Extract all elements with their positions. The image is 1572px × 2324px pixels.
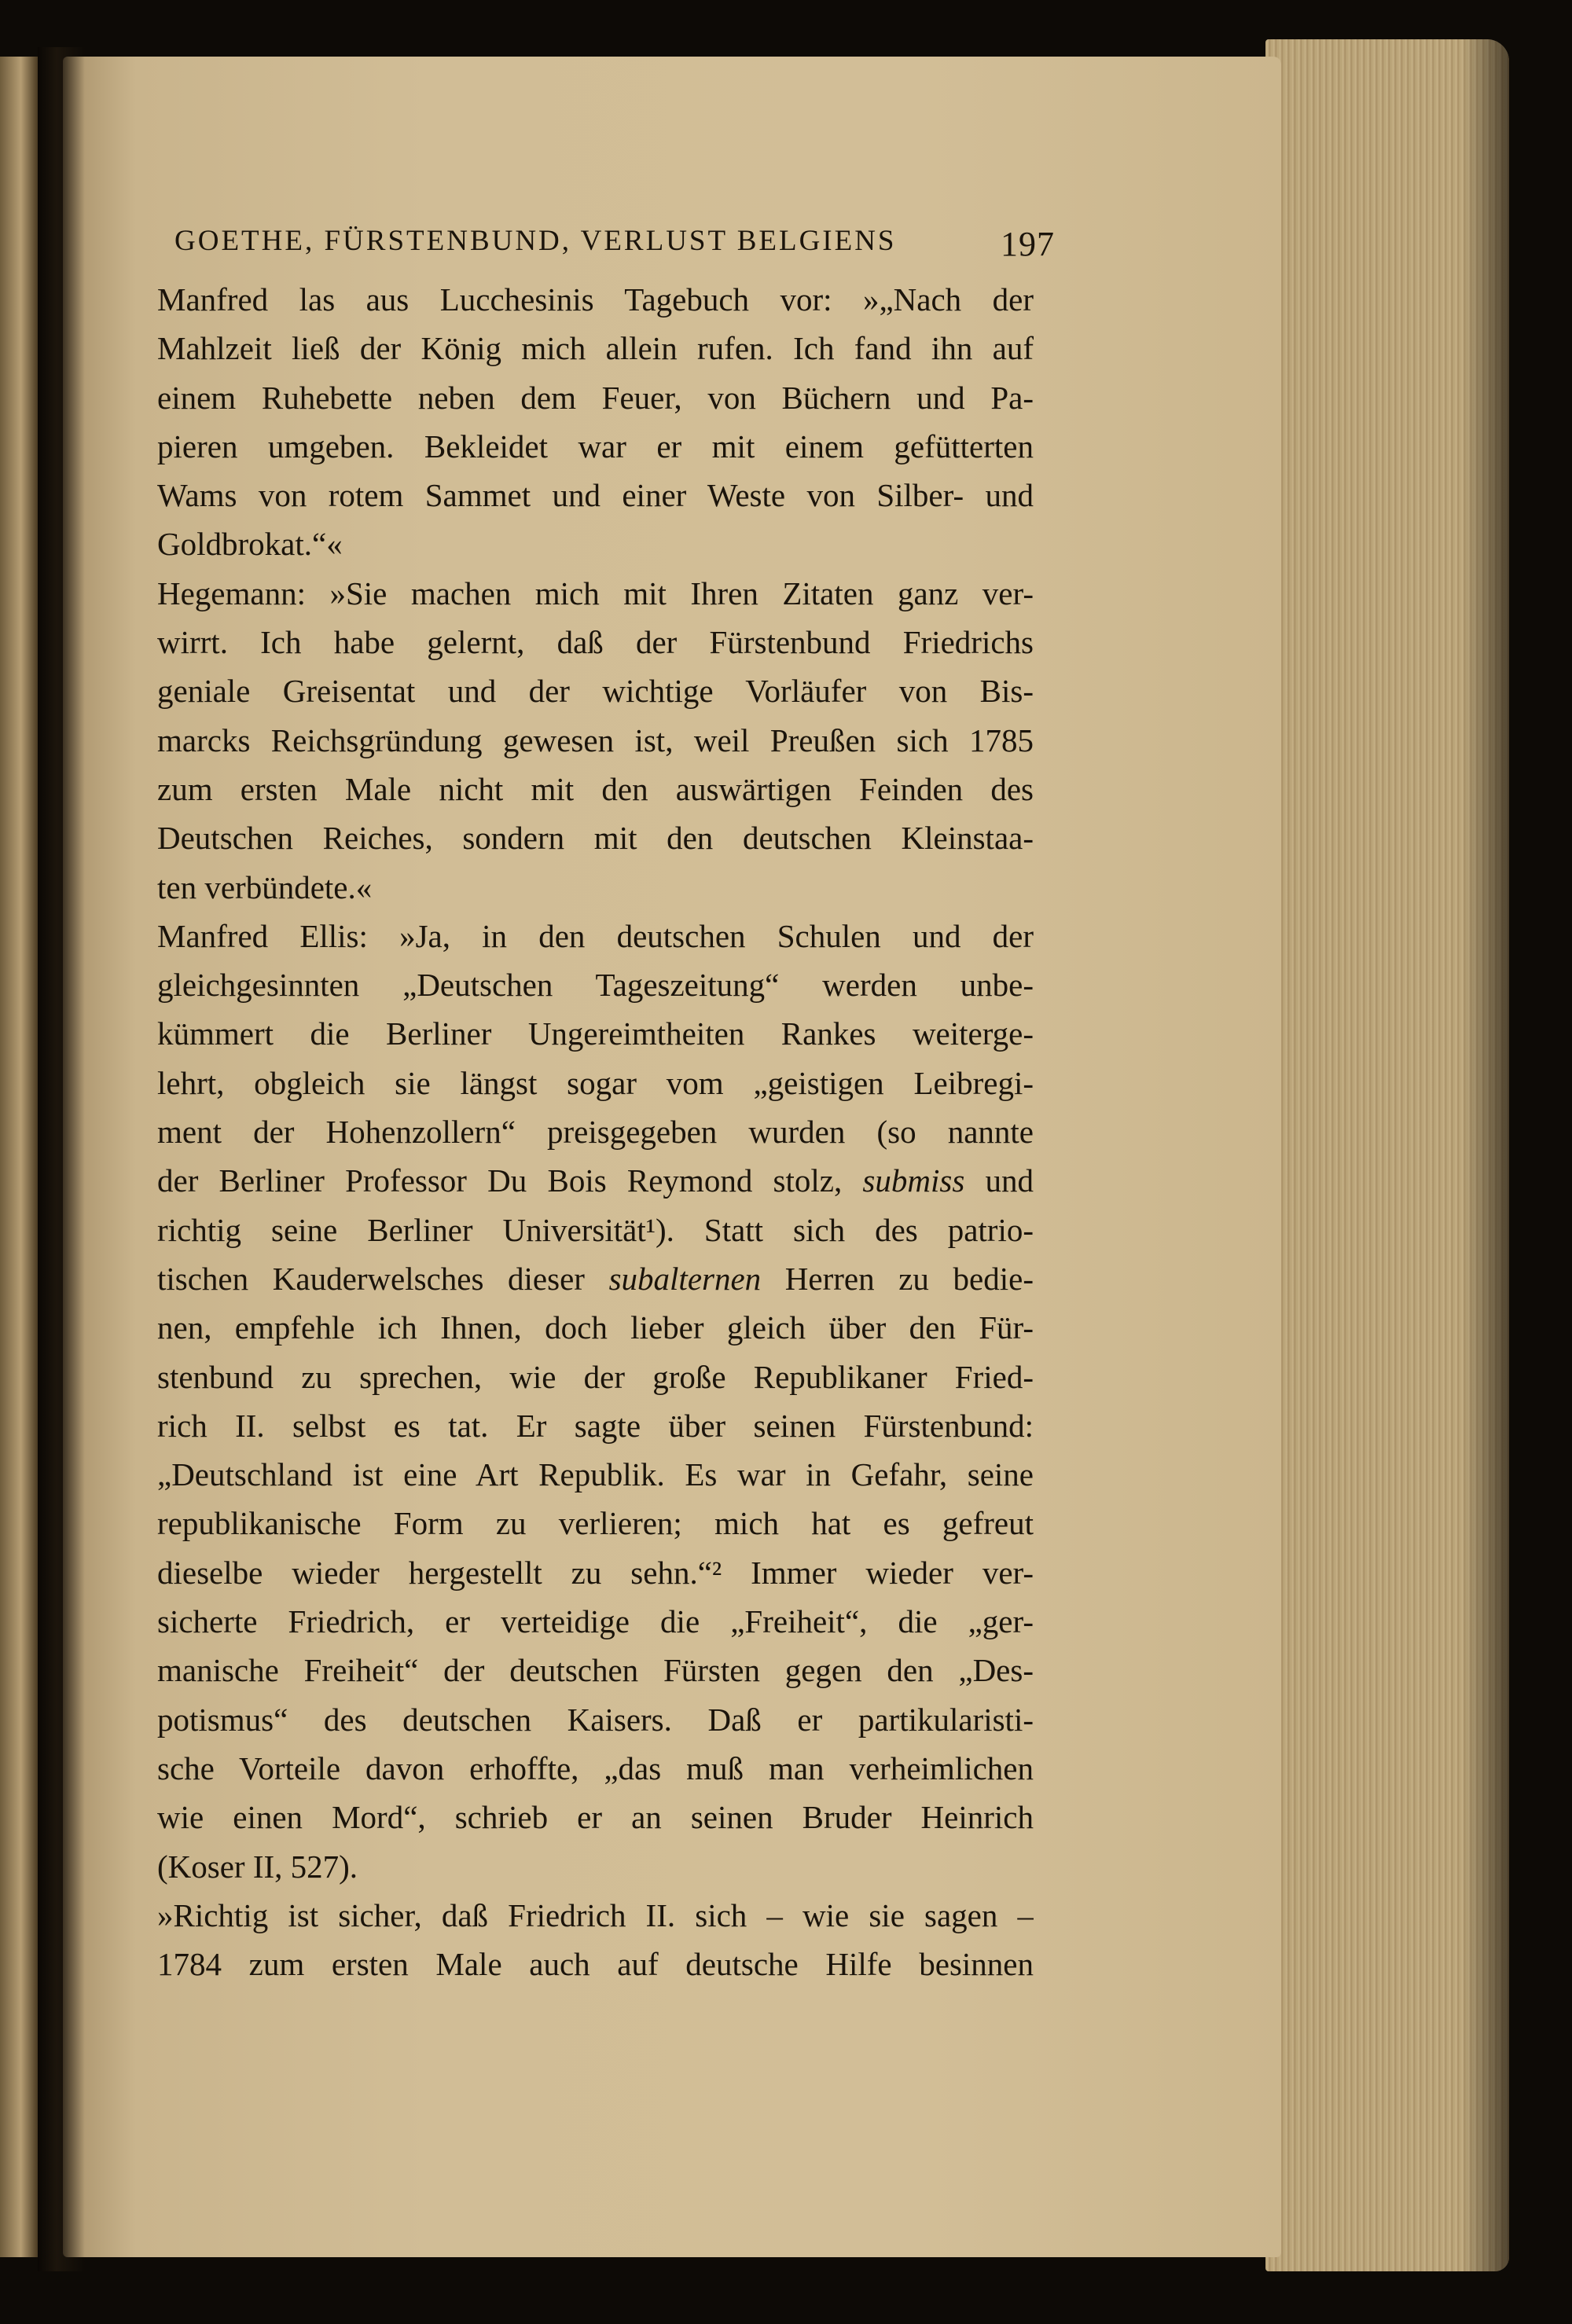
- text-line: [157, 1891, 1034, 1940]
- text-line: [157, 373, 1034, 422]
- text-line: [157, 1353, 1034, 1401]
- text-line-content: rich II. selbst es tat. Er sagte über seinen Fürstenbund:: [157, 1407, 1034, 1444]
- body-text: [157, 275, 1034, 1988]
- text-line-content: wie einen Mord“, schrieb er an seinen Bruder Heinrich: [157, 1799, 1034, 1836]
- text-line: [157, 912, 1034, 960]
- text-line-content: kümmert die Berliner Ungereimtheiten Rankes weiterge-: [157, 1015, 1034, 1052]
- text-line: [157, 618, 1034, 666]
- text-line: [157, 863, 1034, 912]
- text-line-content: (Koser II, 527).: [157, 1848, 358, 1885]
- text-line: [157, 1695, 1034, 1744]
- text-line-content: geniale Greisentat und der wichtige Vorläufer von Bis-: [157, 673, 1034, 710]
- text-line-content: einem Ruhebette neben dem Feuer, von Büchern und Pa-: [157, 379, 1034, 416]
- text-line: [157, 1401, 1034, 1450]
- text-line-content: sche Vorteile davon erhoffte, „das muß man verheimlichen: [157, 1749, 1034, 1786]
- text-line: [157, 1254, 1034, 1303]
- text-line-content: sicherte Friedrich, er verteidige die „Freiheit“, die „ger-: [157, 1603, 1034, 1640]
- text-line: [157, 520, 1034, 568]
- text-line: [157, 1059, 1034, 1107]
- text-line-content: Deutschen Reiches, sondern mit den deutschen Kleinstaa-: [157, 820, 1034, 857]
- text-line: [157, 1499, 1034, 1547]
- text-line: [157, 1744, 1034, 1793]
- text-line-content: manische Freiheit“ der deutschen Fürsten gegen den „Des-: [157, 1652, 1034, 1689]
- text-line-content: »Richtig ist sicher, daß Friedrich II. sich – wie sie sagen –: [157, 1896, 1034, 1933]
- text-line: [157, 1206, 1034, 1254]
- text-line: [157, 1793, 1034, 1841]
- text-line: [157, 569, 1034, 618]
- text-line-content: tischen Kauderwelsches dieser: [157, 1260, 609, 1297]
- text-line-content: marcks Reichsgründung gewesen ist, weil Preußen sich 1785: [157, 721, 1034, 758]
- text-line-content: potismus“ des deutschen Kaisers. Daß er partikularisti-: [157, 1701, 1034, 1738]
- text-line: [157, 1450, 1034, 1499]
- text-line-content: ten verbündete.«: [157, 868, 373, 905]
- text-line-content: „Deutschland ist eine Art Republik. Es war in Gefahr, seine: [157, 1456, 1034, 1493]
- text-line-content: lehrt, obgleich sie längst sogar vom „geistigen Leibregi-: [157, 1064, 1034, 1101]
- text-line-content: ment der Hohenzollern“ preisgegeben wurden (so nannte: [157, 1114, 1034, 1151]
- text-line-content: nen, empfehle ich Ihnen, doch lieber gleich über den Für-: [157, 1309, 1034, 1346]
- text-line-content: Goldbrokat.“«: [157, 526, 343, 563]
- text-line: [157, 422, 1034, 471]
- text-line: [157, 1009, 1034, 1058]
- text-line-content: Wams von rotem Sammet und einer Weste von Silber- und: [157, 477, 1034, 514]
- text-line: [157, 1646, 1034, 1694]
- text-line: [157, 1842, 1034, 1891]
- italic-word: subalternen: [608, 1260, 762, 1297]
- text-line-continuation: Herren zu bedie-: [761, 1260, 1034, 1297]
- text-line-content: zum ersten Male nicht mit den auswärtigen Feinden des: [157, 770, 1034, 807]
- running-head: GOETHE, FÜRSTENBUND, VERLUST BELGIENS: [174, 225, 897, 257]
- page-number: 197: [1001, 225, 1055, 263]
- text-line: [157, 1940, 1034, 1988]
- text-line: [157, 471, 1034, 520]
- text-line: [157, 960, 1034, 1009]
- text-line-content: Mahlzeit ließ der König mich allein rufen. Ich fand ihn auf: [157, 330, 1034, 367]
- text-line-content: Manfred Ellis: »Ja, in den deutschen Schulen und der: [157, 917, 1034, 954]
- text-line-content: stenbund zu sprechen, wie der große Republikaner Fried-: [157, 1358, 1034, 1395]
- text-line-content: der Berliner Professor Du Bois Reymond stolz,: [157, 1162, 863, 1199]
- text-line-content: richtig seine Berliner Universität¹). Statt sich des patrio-: [157, 1211, 1034, 1248]
- text-line-content: Hegemann: »Sie machen mich mit Ihren Zitaten ganz ver-: [157, 575, 1034, 611]
- gutter-shadow: [38, 47, 85, 2271]
- text-line-content: pieren umgeben. Bekleidet war er mit einem gefütterten: [157, 428, 1034, 464]
- text-line-content: gleichgesinnten „Deutschen Tageszeitung“ werden unbe-: [157, 967, 1034, 1004]
- text-line-content: Manfred las aus Lucchesinis Tagebuch vor: »„Nach der: [157, 281, 1034, 318]
- text-line-content: wirrt. Ich habe gelernt, daß der Fürstenbund Friedrichs: [157, 624, 1034, 661]
- text-line: [157, 716, 1034, 765]
- text-line: [157, 1107, 1034, 1156]
- text-line: [157, 666, 1034, 715]
- text-line: [157, 765, 1034, 813]
- text-line-content: republikanische Form zu verlieren; mich hat es gefreut: [157, 1505, 1034, 1542]
- page-edges: [1265, 39, 1509, 2271]
- text-line: [157, 813, 1034, 862]
- left-page-edge: [0, 57, 38, 2257]
- text-line: [157, 275, 1034, 324]
- text-line: [157, 1548, 1034, 1597]
- text-line: [157, 324, 1034, 373]
- italic-word: submiss: [862, 1162, 965, 1199]
- text-line: [157, 1156, 1034, 1205]
- text-line: [157, 1303, 1034, 1352]
- text-line-content: 1784 zum ersten Male auch auf deutsche Hilfe besinnen: [157, 1946, 1034, 1983]
- text-line-content: dieselbe wieder hergestellt zu sehn.“² Immer wieder ver-: [157, 1554, 1034, 1591]
- page-header: [174, 224, 1055, 270]
- text-line-continuation: und: [964, 1162, 1034, 1199]
- text-line: [157, 1597, 1034, 1646]
